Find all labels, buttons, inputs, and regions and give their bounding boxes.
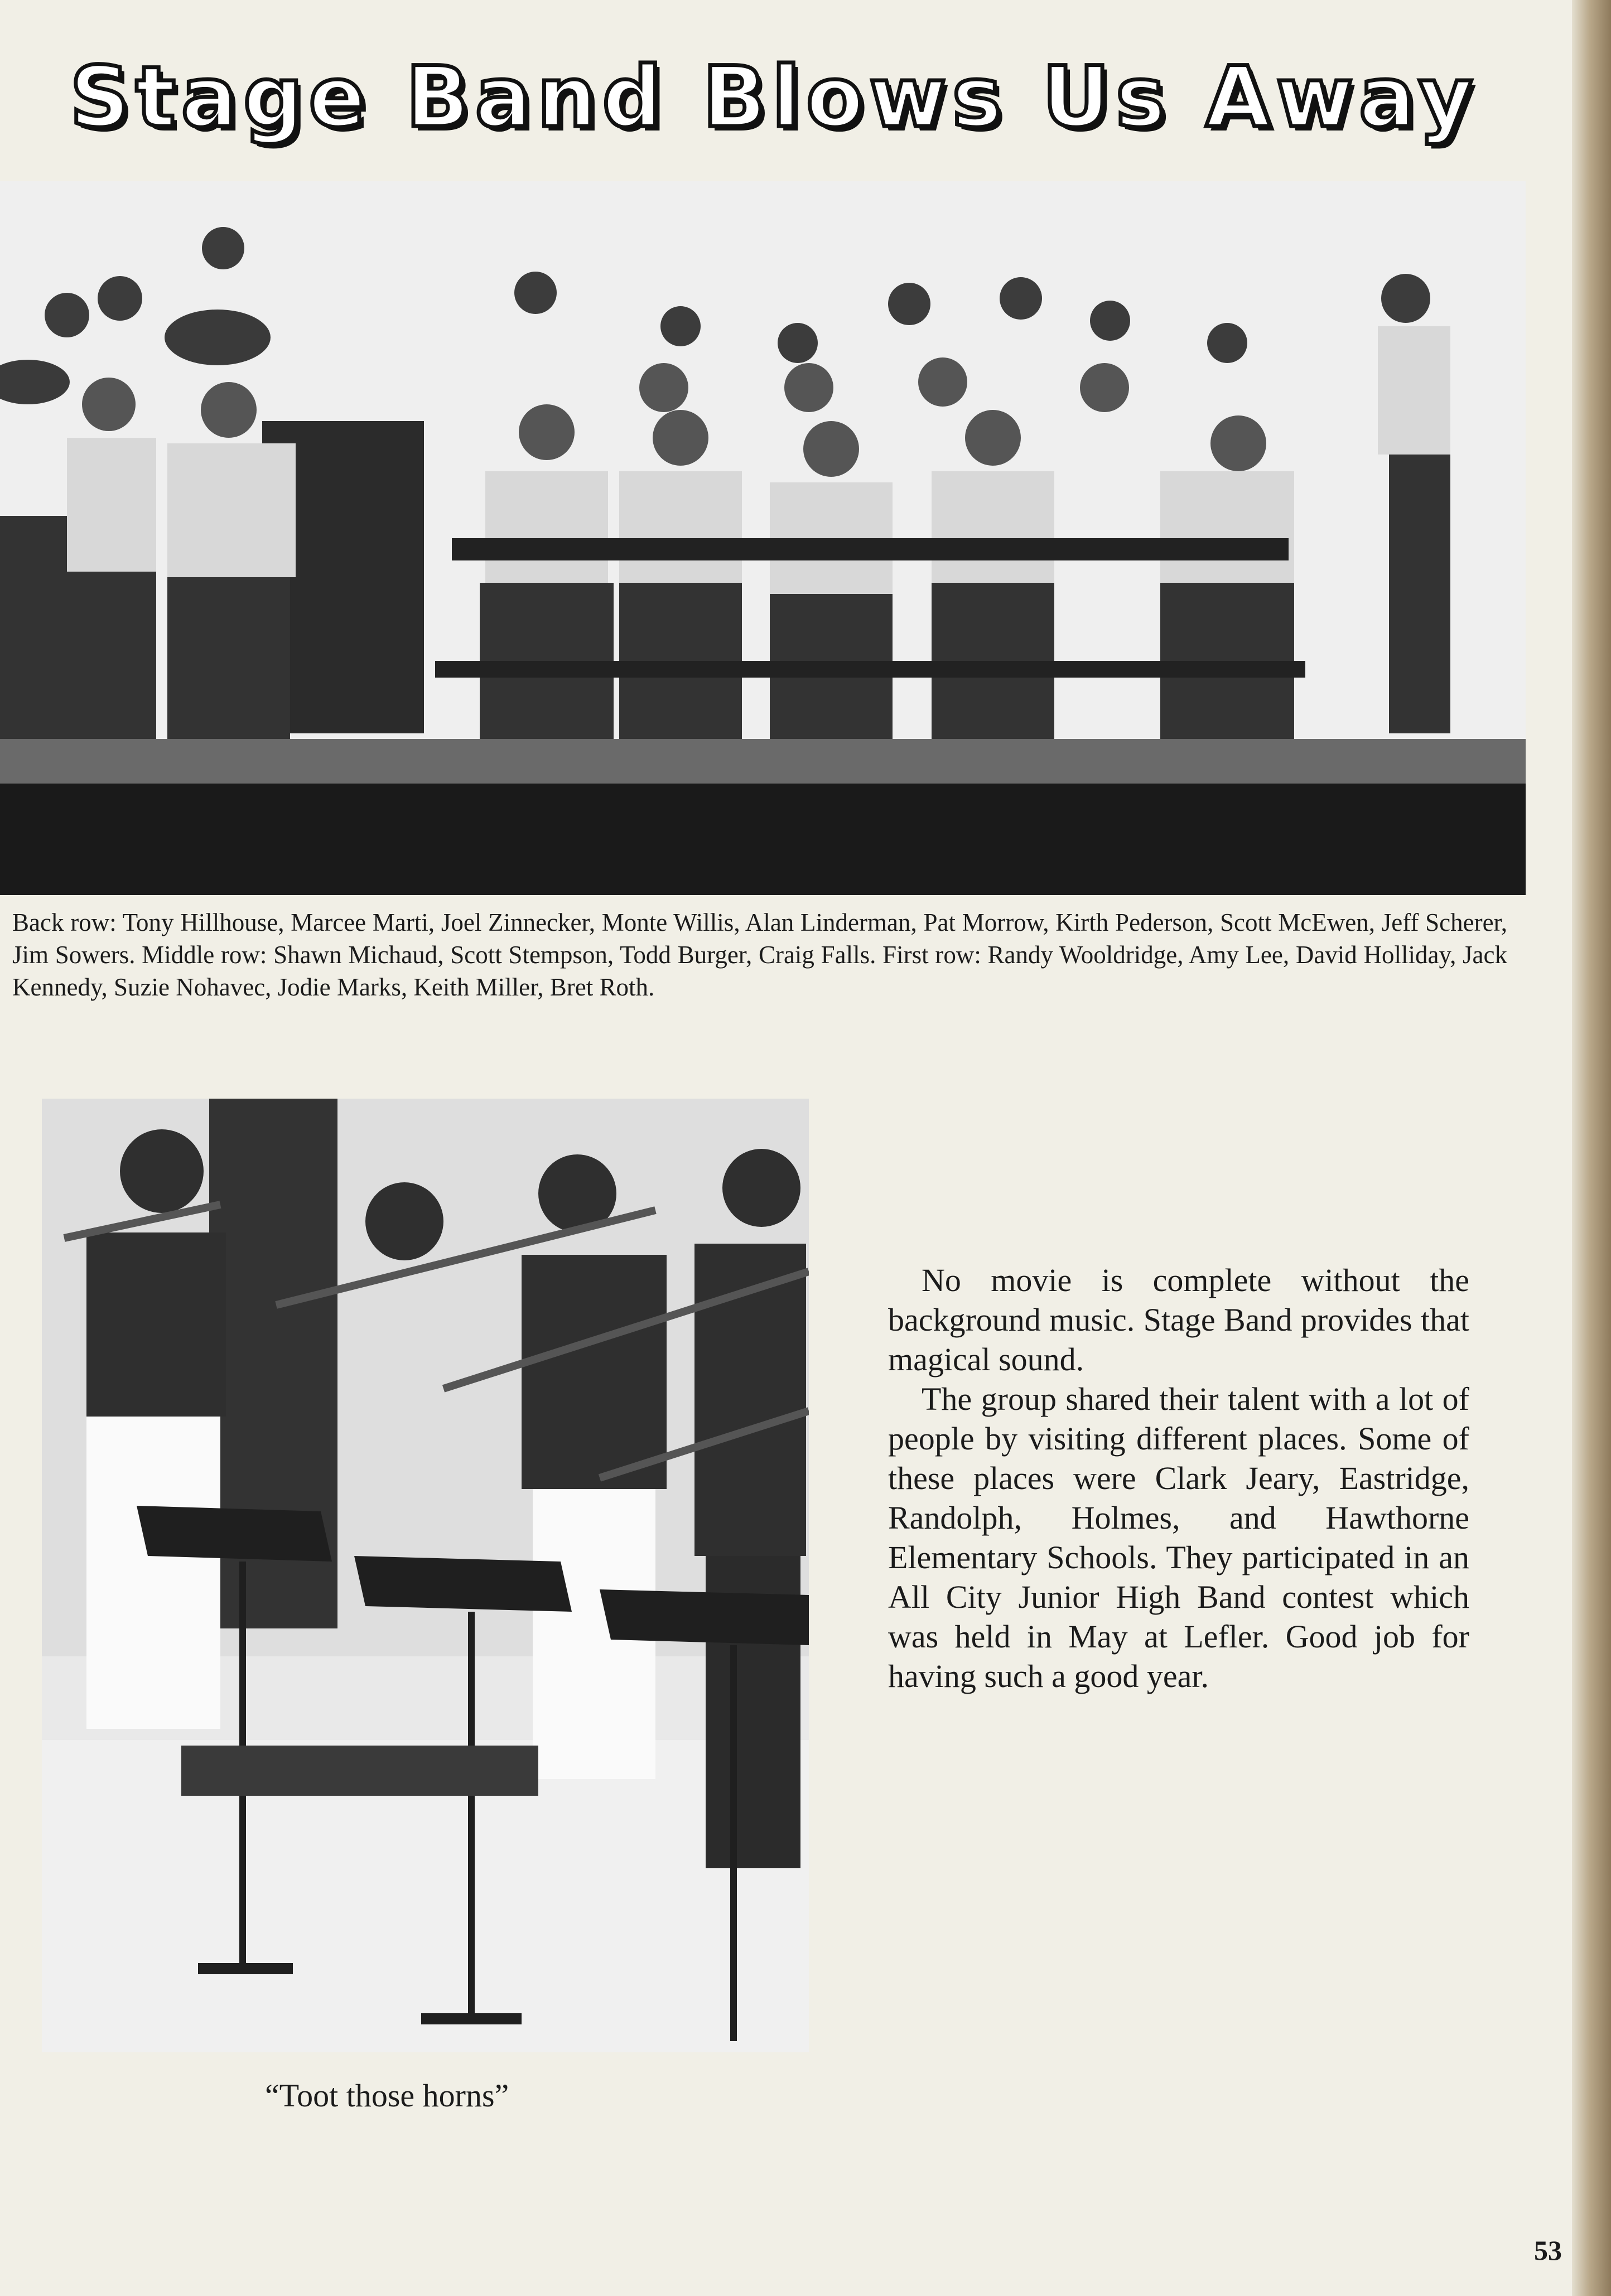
page-number: 53 (1534, 2235, 1562, 2266)
horn-players-photo (42, 1099, 809, 2052)
stage-band-group-photo (0, 181, 1526, 895)
horns-photo-caption: “Toot those horns” (265, 2077, 509, 2114)
article-paragraph: The group shared their talent with a lot of people by visiting different places. Some of these places were Clark Jeary, Eastridge, Randolph, Holmes, and Hawthorne Elementary Schools. They participated in an All City Junior High Band contest which was held in May at Lefler. Good job for having such a good year. (888, 1381, 1469, 1694)
group-photo-image (0, 181, 1526, 895)
page-binding-edge (1572, 0, 1611, 2296)
group-photo-caption: Back row: Tony Hillhouse, Marcee Marti, Joel Zinnecker, Monte Willis, Alan Linderman, Pat Morrow, Kirth Pederson, Scott McEwen, Jeff Scherer, Jim Sowers. Middle row: Shawn Michaud, Scott Stempson, Todd Burger, Craig Falls. First row: Randy Wooldridge, Amy Lee, David Holliday, Jack Kennedy, Suzie Nohavec, Jodie Marks, Keith Miller, Bret Roth. (12, 908, 1507, 1001)
horn-photo-image (42, 1099, 809, 2052)
article-body (888, 1260, 1469, 1696)
page-title: Stage Band Blows Us Away (70, 49, 1479, 146)
article-paragraph: No movie is complete without the background music. Stage Band provides that magical sound. (888, 1262, 1469, 1377)
